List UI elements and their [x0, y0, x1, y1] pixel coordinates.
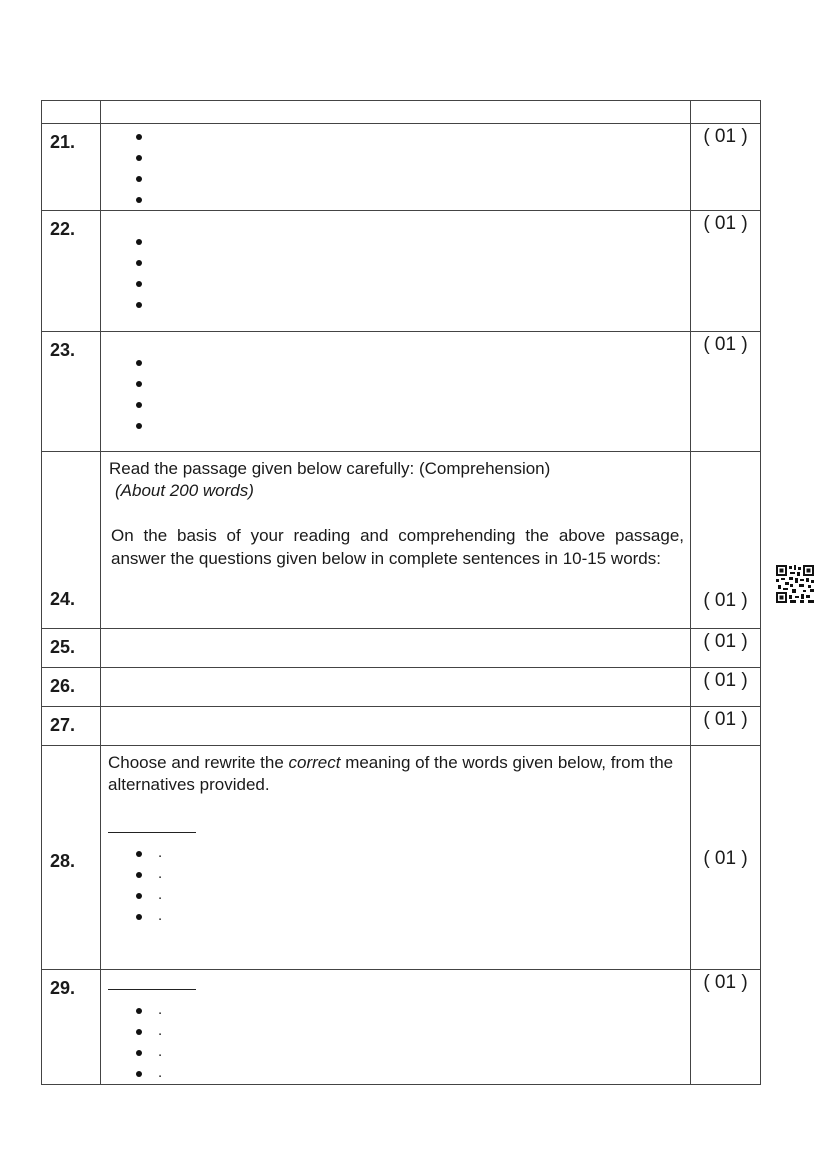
bullet-item — [136, 168, 684, 189]
header-cell-number — [42, 101, 101, 124]
marks-cell: ( 01 ) — [691, 452, 761, 629]
question-content — [101, 452, 691, 629]
answer-space — [101, 668, 691, 707]
option-marker: . — [158, 907, 163, 924]
question-row-24 — [42, 452, 761, 629]
option-list — [108, 211, 684, 315]
question-row-25 — [42, 629, 761, 668]
bullet-item — [136, 273, 684, 294]
instruction-part: meaning of the words given below, from the alternatives provided. — [108, 753, 674, 794]
comprehension-instruction: Read the passage given below carefully: (Comprehension) — [109, 459, 551, 478]
bullet-item — [136, 373, 684, 394]
answer-space — [101, 629, 691, 668]
option-item — [136, 1000, 684, 1021]
blank-line — [108, 973, 196, 990]
question-number: 24. — [42, 452, 101, 629]
marks-cell: ( 01 ) — [691, 211, 761, 332]
option-marker: . — [158, 1043, 163, 1060]
option-list — [108, 996, 684, 1084]
bullet-item — [136, 352, 684, 373]
question-content — [101, 211, 691, 332]
question-row-23 — [42, 332, 761, 452]
question-number: 28. — [42, 746, 101, 970]
option-marker: . — [158, 1064, 163, 1081]
marks-cell: ( 01 ) — [691, 332, 761, 452]
comprehension-task: On the basis of your reading and comprehending the above passage, answer the questions given below in complete sentences in 10-15 words: — [111, 526, 684, 568]
option-marker: . — [158, 1001, 163, 1018]
option-item — [136, 843, 684, 864]
qr-code-icon[interactable] — [776, 565, 814, 603]
option-list — [108, 332, 684, 436]
option-marker: . — [158, 886, 163, 903]
question-row-29 — [42, 970, 761, 1085]
question-row-22 — [42, 211, 761, 332]
question-number: 22. — [42, 211, 101, 332]
option-item — [136, 1042, 684, 1063]
header-cell-marks — [691, 101, 761, 124]
option-list — [108, 124, 684, 210]
header-cell-question — [101, 101, 691, 124]
bullet-item — [136, 189, 684, 210]
bullet-item — [136, 147, 684, 168]
question-row-21 — [42, 124, 761, 211]
instruction-emphasis: correct — [288, 753, 341, 772]
instruction-part: Choose and rewrite the — [108, 753, 289, 772]
marks-cell: ( 01 ) — [691, 668, 761, 707]
question-content — [101, 124, 691, 211]
marks-cell: ( 01 ) — [691, 124, 761, 211]
vocabulary-instruction — [108, 746, 684, 796]
marks-cell: ( 01 ) — [691, 629, 761, 668]
bullet-item — [136, 294, 684, 315]
marks-cell: ( 01 ) — [691, 707, 761, 746]
word-blank-line — [108, 816, 684, 839]
question-number: 21. — [42, 124, 101, 211]
question-number: 29. — [42, 970, 101, 1085]
question-number: 27. — [42, 707, 101, 746]
bullet-item — [136, 252, 684, 273]
option-item — [136, 864, 684, 885]
bullet-item — [136, 231, 684, 252]
question-content — [101, 332, 691, 452]
bullet-item — [136, 126, 684, 147]
option-list — [108, 839, 684, 927]
marks-cell: ( 01 ) — [691, 746, 761, 970]
option-item — [136, 885, 684, 906]
word-blank-line — [108, 970, 684, 996]
question-number: 25. — [42, 629, 101, 668]
blank-line — [108, 816, 196, 833]
option-item — [136, 1063, 684, 1084]
question-row-26 — [42, 668, 761, 707]
question-content — [101, 746, 691, 970]
option-item — [136, 1021, 684, 1042]
question-number: 23. — [42, 332, 101, 452]
bullet-item — [136, 415, 684, 436]
header-row — [42, 101, 761, 124]
answer-space — [101, 707, 691, 746]
bullet-item — [136, 394, 684, 415]
question-content — [101, 970, 691, 1085]
question-table — [41, 100, 761, 1085]
option-marker: . — [158, 844, 163, 861]
option-item — [136, 906, 684, 927]
question-number: 26. — [42, 668, 101, 707]
option-marker: . — [158, 1022, 163, 1039]
option-marker: . — [158, 865, 163, 882]
question-row-28 — [42, 746, 761, 970]
marks-cell: ( 01 ) — [691, 970, 761, 1085]
word-count-note: (About 200 words) — [115, 481, 254, 500]
question-row-27 — [42, 707, 761, 746]
